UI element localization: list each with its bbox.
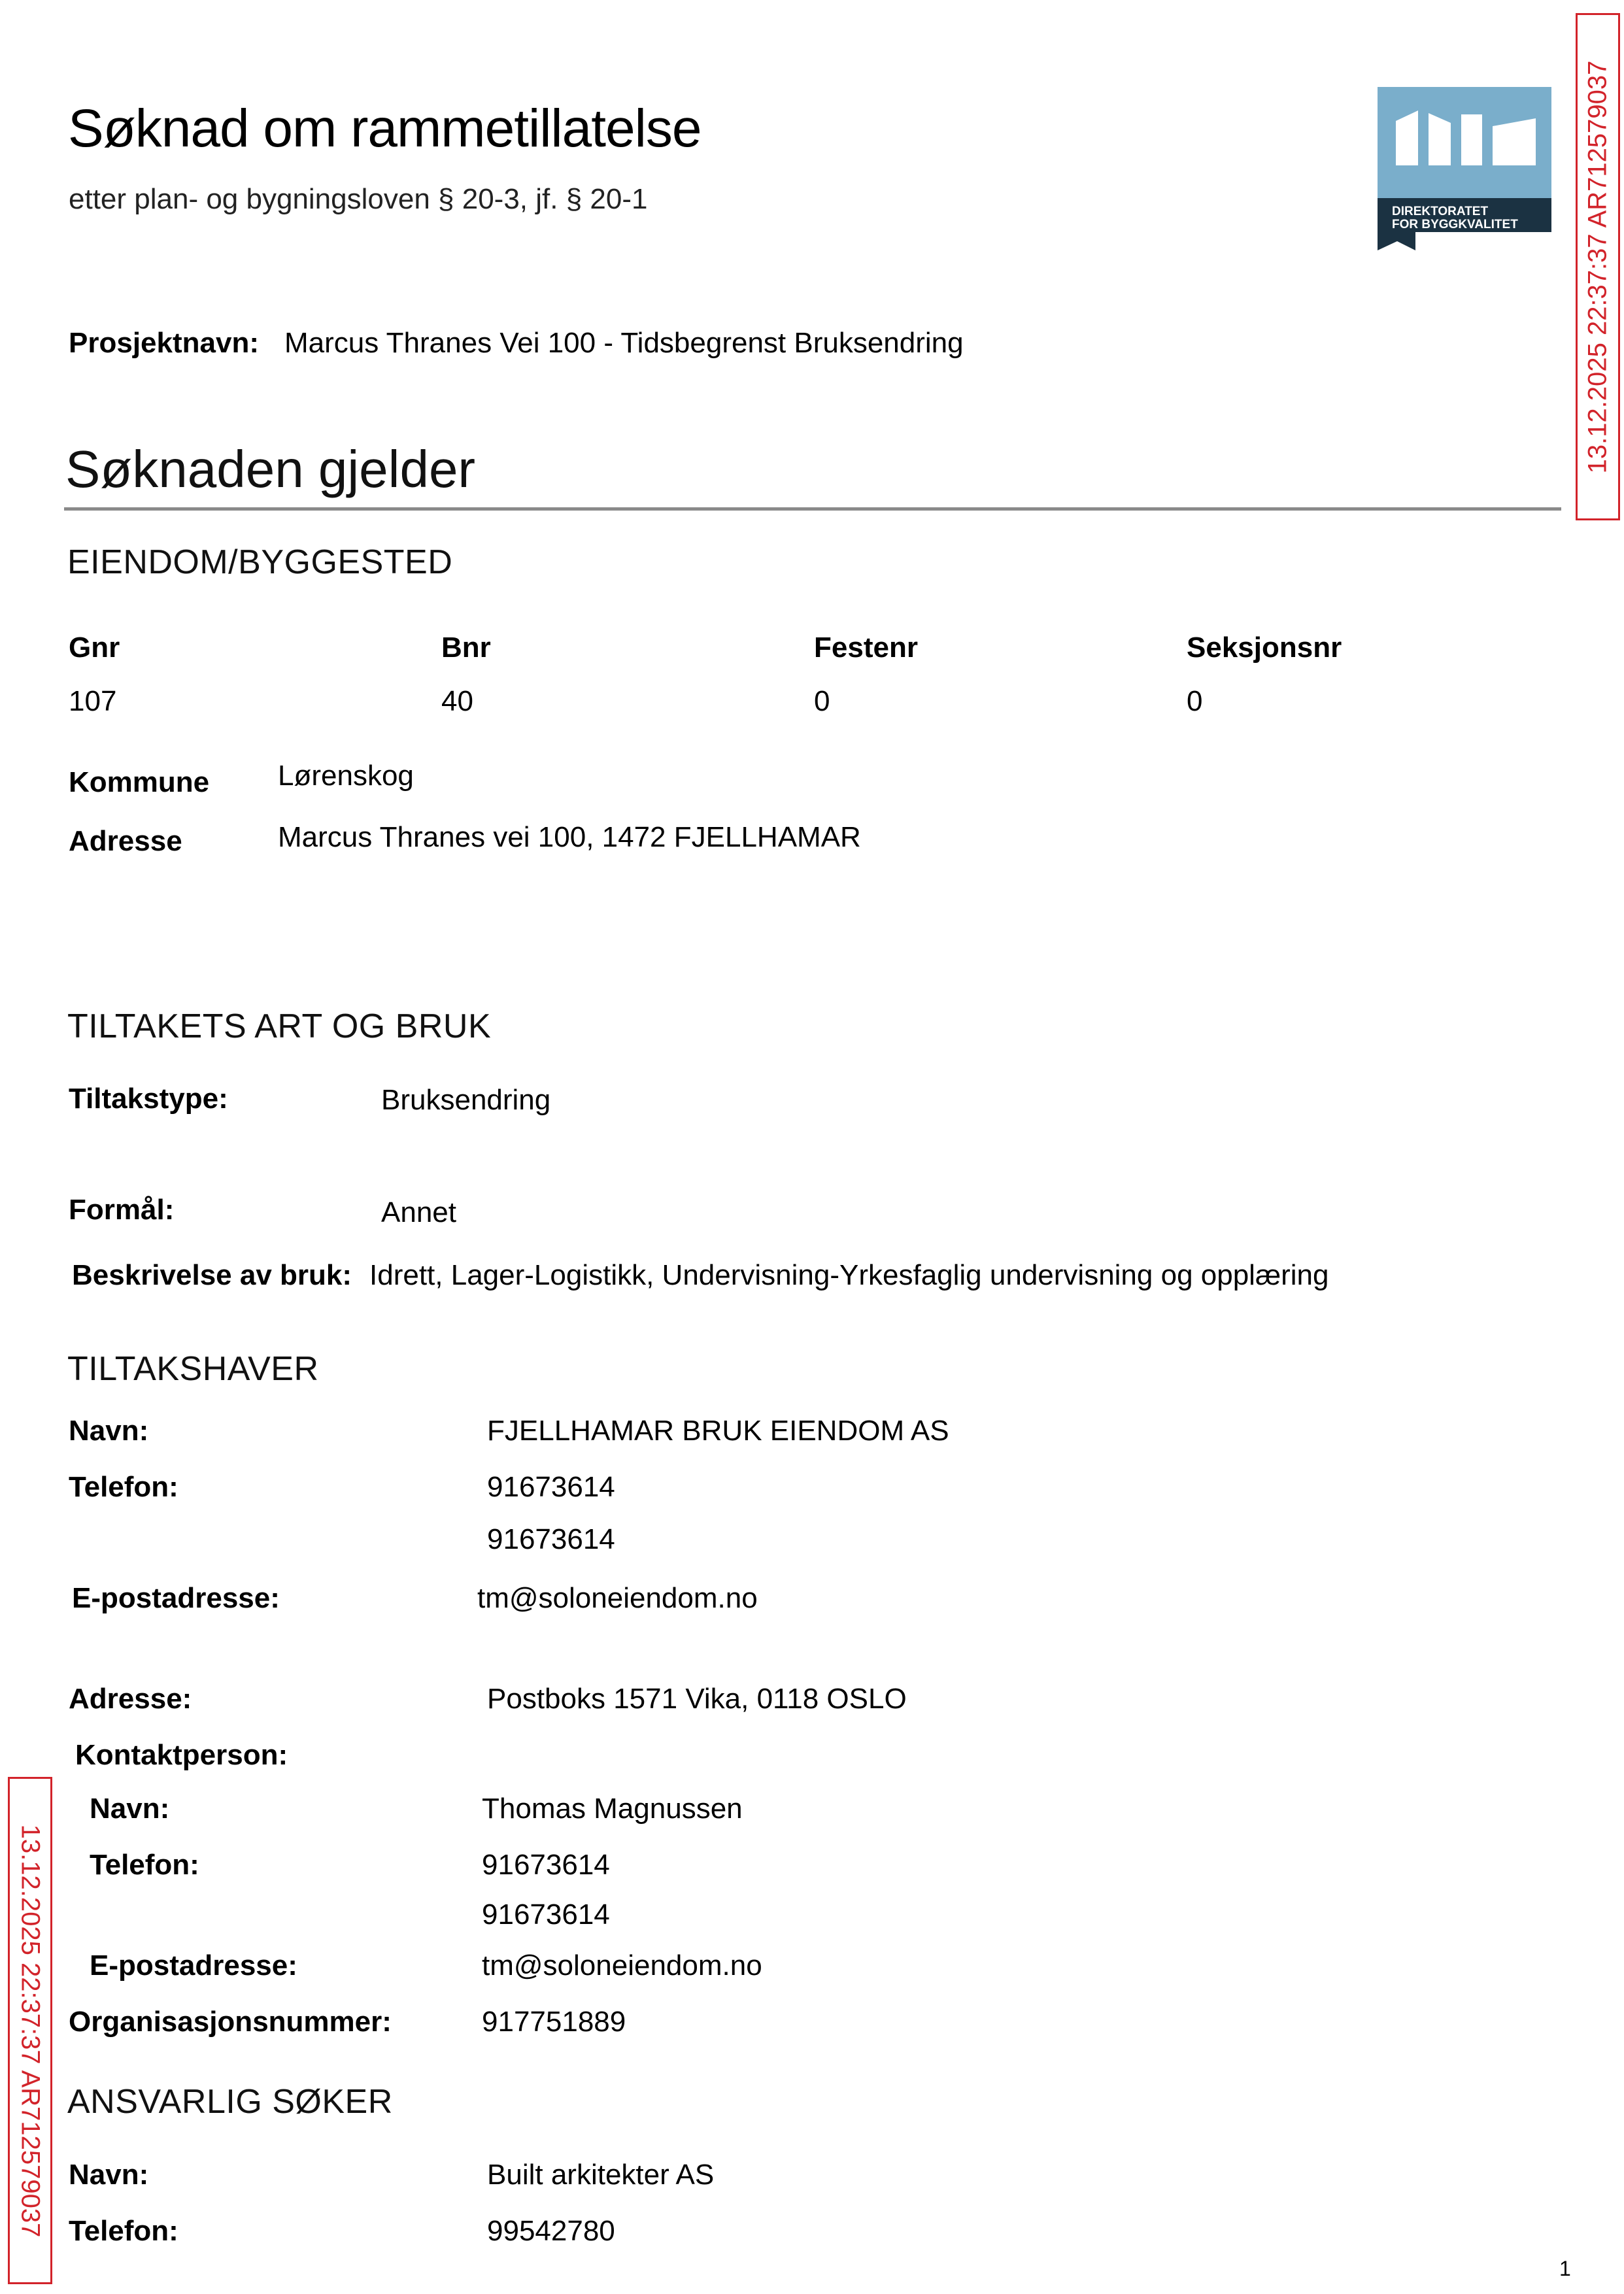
document-title: Søknad om rammetillatelse xyxy=(68,99,702,158)
tiltakshaver-adresse-value: Postboks 1571 Vika, 0118 OSLO xyxy=(487,1683,907,1715)
section-title: Søknaden gjelder xyxy=(65,440,476,498)
logo-text-line1: DIREKTORATET xyxy=(1392,205,1489,218)
tiltakshaver-epost-value: tm@soloneiendom.no xyxy=(477,1582,758,1614)
stamp-text: 13.12.2025 22:37:37 AR712579037 xyxy=(16,1824,45,2237)
project-label: Prosjektnavn: xyxy=(69,327,259,359)
tiltakshaver-adresse-label: Adresse: xyxy=(69,1683,192,1715)
ansvarlig-telefon-value: 99542780 xyxy=(487,2215,615,2247)
tiltakstype-value: Bruksendring xyxy=(381,1084,551,1116)
section-divider xyxy=(64,507,1561,511)
kontakt-telefon-label: Telefon: xyxy=(90,1849,199,1881)
tiltakstype-label: Tiltakstype: xyxy=(69,1083,228,1115)
tiltakshaver-telefon-value: 91673614 xyxy=(487,1471,615,1503)
bruk-label: Beskrivelse av bruk: xyxy=(72,1259,352,1291)
ansvarlig-navn-value: Built arkitekter AS xyxy=(487,2159,715,2191)
timestamp-stamp-top xyxy=(1576,13,1620,520)
dibk-logo xyxy=(1378,87,1551,250)
kontakt-epost-value: tm@soloneiendom.no xyxy=(482,1949,762,1982)
page-number: 1 xyxy=(1559,2257,1571,2280)
festenr-value: 0 xyxy=(814,685,830,717)
ansvarlig-heading: ANSVARLIG SØKER xyxy=(67,2083,393,2121)
project-value: Marcus Thranes Vei 100 - Tidsbegrenst Bruksendring xyxy=(284,327,964,359)
kommune-label: Kommune xyxy=(69,766,210,798)
orgnr-label: Organisasjonsnummer: xyxy=(69,2006,392,2038)
kontakt-telefon-value: 91673614 xyxy=(482,1849,610,1881)
formal-value: Annet xyxy=(381,1196,456,1228)
gnr-value: 107 xyxy=(69,685,117,717)
orgnr-value: 917751889 xyxy=(482,2006,626,2038)
adresse-value: Marcus Thranes vei 100, 1472 FJELLHAMAR xyxy=(278,821,861,853)
stamp-text: 13.12.2025 22:37:37 AR712579037 xyxy=(1583,60,1612,473)
bnr-value: 40 xyxy=(441,685,473,717)
bruk-value: Idrett, Lager-Logistikk, Undervisning-Yrkesfaglig undervisning og opplæring xyxy=(369,1259,1329,1291)
tiltakshaver-epost-label: E-postadresse: xyxy=(72,1582,280,1614)
gnr-label: Gnr xyxy=(69,632,120,664)
tiltakshaver-navn-value: FJELLHAMAR BRUK EIENDOM AS xyxy=(487,1415,949,1447)
kontakt-navn-label: Navn: xyxy=(90,1793,170,1825)
tiltak-heading: TILTAKETS ART OG BRUK xyxy=(67,1007,492,1045)
logo-text-line2: FOR BYGGKVALITET xyxy=(1392,218,1518,231)
kontakt-epost-label: E-postadresse: xyxy=(90,1949,297,1982)
ansvarlig-navn-label: Navn: xyxy=(69,2159,149,2191)
festenr-label: Festenr xyxy=(814,632,918,664)
formal-label: Formål: xyxy=(69,1194,175,1226)
kommune-value: Lørenskog xyxy=(278,760,414,792)
tiltakshaver-heading: TILTAKSHAVER xyxy=(67,1350,319,1388)
tiltakshaver-navn-label: Navn: xyxy=(69,1415,149,1447)
bnr-label: Bnr xyxy=(441,632,491,664)
ansvarlig-telefon-label: Telefon: xyxy=(69,2215,178,2247)
tiltakshaver-telefon-label: Telefon: xyxy=(69,1471,178,1503)
adresse-label: Adresse xyxy=(69,825,182,857)
seksjonsnr-value: 0 xyxy=(1187,685,1203,717)
document-subtitle: etter plan- og bygningsloven § 20-3, jf. § 20-1 xyxy=(69,183,648,215)
tiltakshaver-telefon-value-2: 91673614 xyxy=(487,1523,615,1555)
property-heading: EIENDOM/BYGGESTED xyxy=(67,543,453,581)
kontakt-navn-value: Thomas Magnussen xyxy=(482,1793,743,1825)
seksjonsnr-label: Seksjonsnr xyxy=(1187,632,1342,664)
kontakt-telefon-value-2: 91673614 xyxy=(482,1898,610,1931)
kontaktperson-label: Kontaktperson: xyxy=(75,1739,288,1771)
timestamp-stamp-left xyxy=(8,1777,52,2284)
